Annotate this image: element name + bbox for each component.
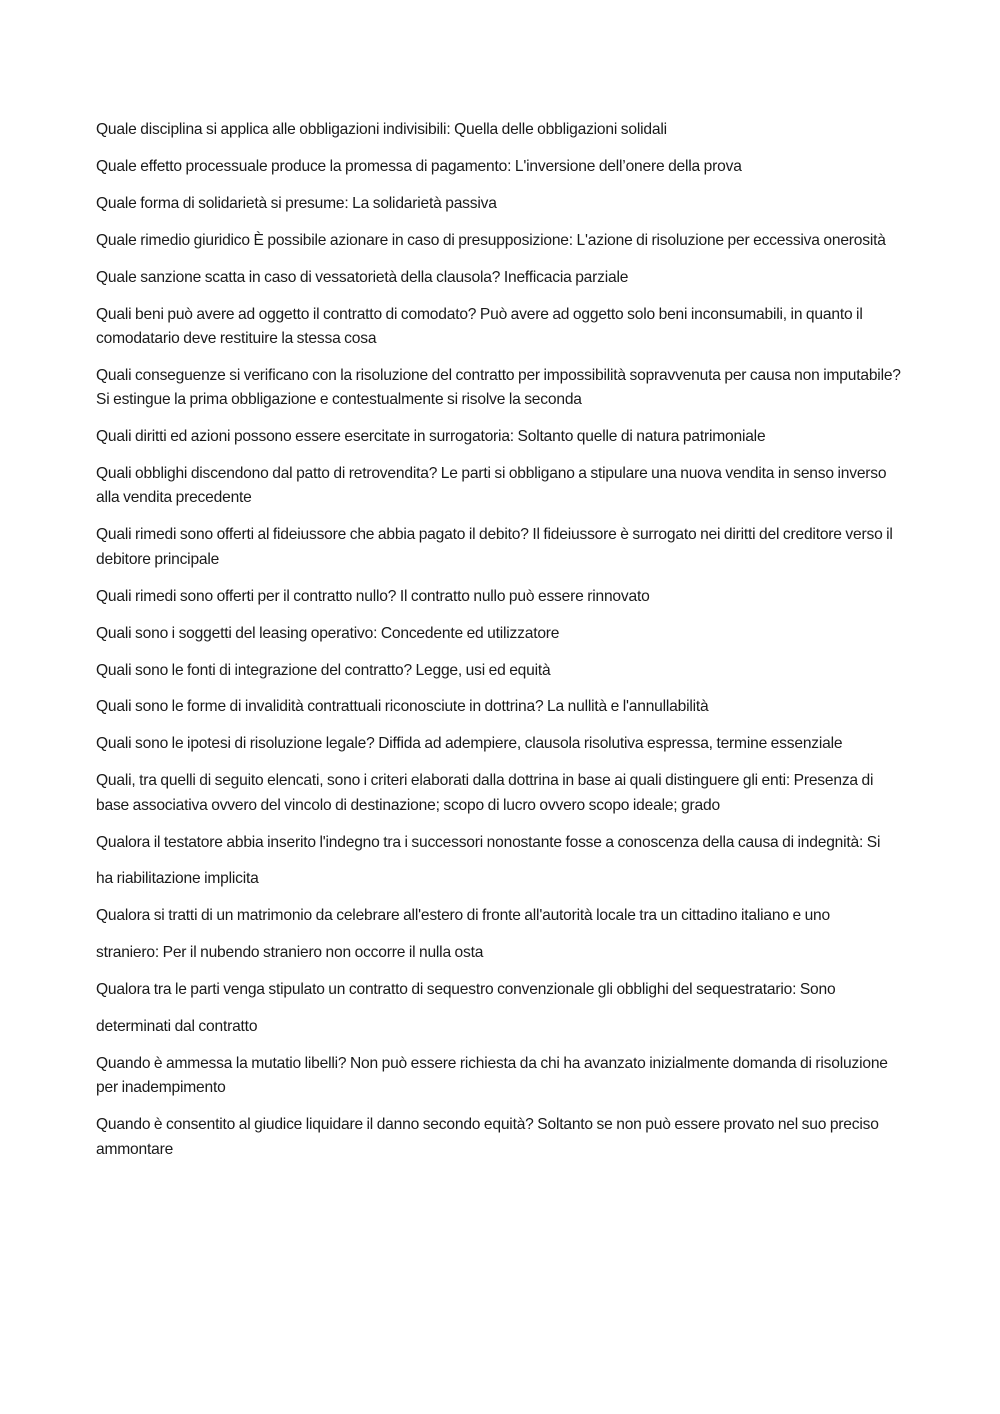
paragraph: Quando è consentito al giudice liquidare il danno secondo equità? Soltanto se non può essere provato nel suo preciso ammontare bbox=[96, 1116, 879, 1158]
document-body bbox=[96, 118, 906, 1175]
paragraph: Quando è ammessa la mutatio libelli? Non può essere richiesta da chi ha avanzato inizialmente domanda di risoluzione per inadempimento bbox=[96, 1054, 888, 1097]
paragraph: Quali sono i soggetti del leasing operativo: Concedente ed utilizzatore bbox=[96, 624, 560, 642]
paragraph: Quali sono le ipotesi di risoluzione legale? Diffida ad adempiere, clausola risolutiva espressa, termine essenziale bbox=[96, 735, 843, 753]
paragraph: Quale disciplina si applica alle obbligazioni indivisibili: Quella delle obbligazioni solidali bbox=[96, 121, 667, 138]
paragraph: Quali beni può avere ad oggetto il contratto di comodato? Può avere ad oggetto solo beni inconsumabili, in quanto il comodatario deve restituire la stessa cosa bbox=[96, 305, 863, 347]
paragraph: Quali sono le fonti di integrazione del contratto? Legge, usi ed equità bbox=[96, 661, 551, 679]
paragraph: Quale effetto processuale produce la promessa di pagamento: L'inversione dell’onere della prova bbox=[96, 157, 742, 175]
paragraph: Quale forma di solidarietà si presume: La solidarietà passiva bbox=[96, 194, 497, 212]
paragraph: Quali rimedi sono offerti per il contratto nullo? Il contratto nullo può essere rinnovato bbox=[96, 587, 650, 605]
paragraph: Quale sanzione scatta in caso di vessatorietà della clausola? Inefficacia parziale bbox=[96, 268, 629, 286]
paragraph: Quali diritti ed azioni possono essere esercitate in surrogatoria: Soltanto quelle di natura patrimoniale bbox=[96, 428, 766, 446]
paragraph: determinati dal contratto bbox=[96, 1018, 258, 1036]
paragraph: Quale rimedio giuridico È possibile azionare in caso di presupposizione: L'azione di risoluzione per eccessiva onerosità bbox=[96, 231, 886, 249]
paragraph: Quali obblighi discendono dal patto di retrovendita? Le parti si obbligano a stipulare una nuova vendita in senso inverso alla vendita precedente bbox=[96, 465, 887, 507]
paragraph: Qualora tra le parti venga stipulato un contratto di sequestro convenzionale gli obblighi del sequestratario: Sono bbox=[96, 981, 836, 999]
paragraph: Quali conseguenze si verificano con la risoluzione del contratto per impossibilità sopravvenuta per causa non imputabile? Si estingue la prima obbligazione e contestualmente si risolve la seconda bbox=[96, 366, 901, 409]
paragraph: straniero: Per il nubendo straniero non occorre il nulla osta bbox=[96, 944, 484, 962]
paragraph: Qualora si tratti di un matrimonio da celebrare all'estero di fronte all'autorità locale tra un cittadino italiano e uno bbox=[96, 907, 831, 925]
paragraph: Quali sono le forme di invalidità contrattuali riconosciute in dottrina? La nullità e l'annullabilità bbox=[96, 698, 709, 716]
paragraph: Qualora il testatore abbia inserito l'indegno tra i successori nonostante fosse a conoscenza della causa di indegnità: Si bbox=[96, 833, 881, 851]
paragraph: Quali rimedi sono offerti al fideiussore che abbia pagato il debito? Il fideiussore è surrogato nei diritti del creditore verso il debitore principale bbox=[96, 526, 893, 568]
paragraph: ha riabilitazione implicita bbox=[96, 870, 259, 888]
paragraph: Quali, tra quelli di seguito elencati, sono i criteri elaborati dalla dottrina in base ai quali distinguere gli enti: Presenza di base associativa ovvero del vincolo di destinazione; scopo di lucro ovvero scopo ideale; grado bbox=[96, 772, 874, 814]
